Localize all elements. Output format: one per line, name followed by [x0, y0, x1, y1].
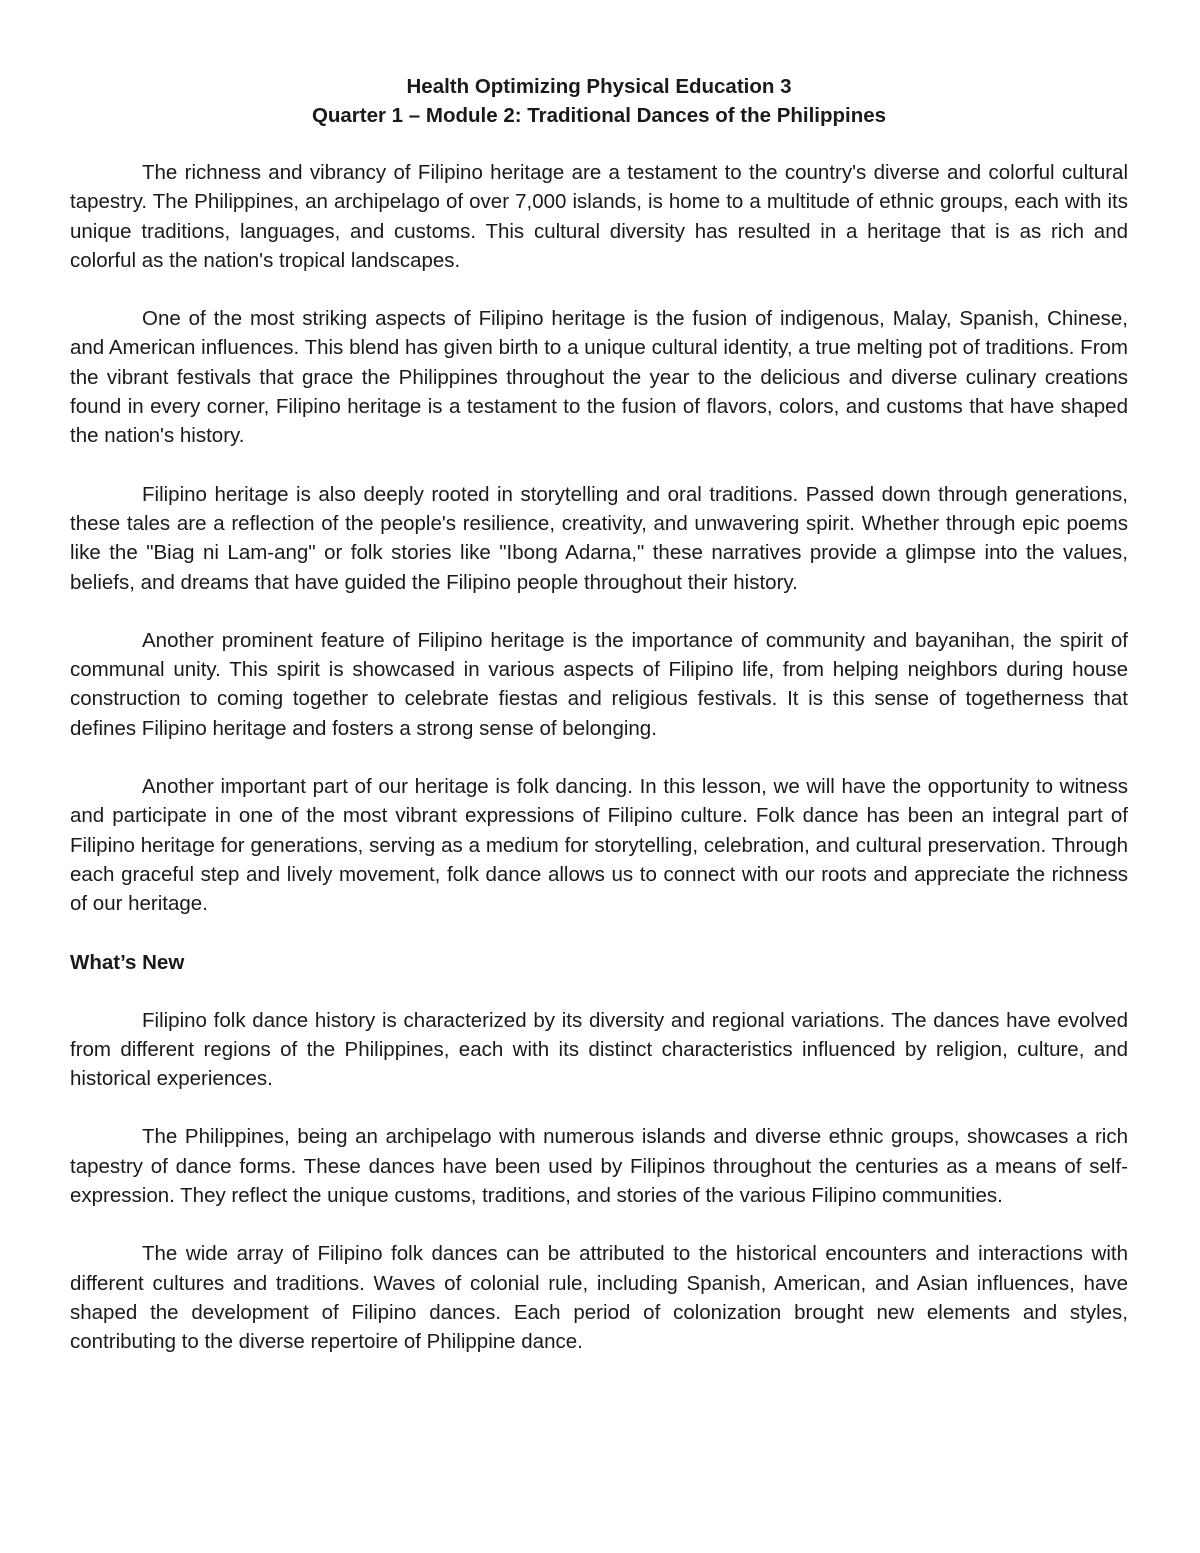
intro-paragraph: The richness and vibrancy of Filipino heritage are a testament to the country's diverse and colorful cultural tapestry. The Philippines, an archipelago of over 7,000 islands, is home to a multitude of ethnic groups, each with its unique traditions, languages, and customs. This cultural diversity has resulted in a heritage that is as rich and colorful as the nation's tropical landscapes.	[70, 161, 1128, 272]
intro-paragraph: One of the most striking aspects of Filipino heritage is the fusion of indigenous, Malay, Spanish, Chinese, and American influences. This blend has given birth to a unique cultural identity, a true melting pot of traditions. From the vibrant festivals that grace the Philippines throughout the year to the delicious and diverse culinary creations found in every corner, Filipino heritage is a testament to the fusion of flavors, colors, and customs that have shaped the nation's history.	[70, 307, 1128, 448]
intro-paragraph: Another prominent feature of Filipino heritage is the importance of community and bayanihan, the spirit of communal unity. This spirit is showcased in various aspects of Filipino life, from helping neighbors during house construction to coming together to celebrate fiestas and religious festivals. It is this sense of togetherness that defines Filipino heritage and fosters a strong sense of belonging.	[70, 628, 1128, 740]
document-title: Health Optimizing Physical Education 3	[406, 75, 792, 98]
intro-paragraph: Another important part of our heritage is folk dancing. In this lesson, we will have the opportunity to witness and participate in one of the most vibrant expressions of Filipino culture. Folk dance has been an integral part of Filipino heritage for generations, serving as a medium for storytelling, celebration, and cultural preservation. Through each graceful step and lively movement, folk dance allows us to connect with our roots and appreciate the richness of our heritage.	[70, 775, 1128, 916]
whats-new-heading: What’s New	[70, 950, 185, 974]
title-block	[70, 72, 1128, 130]
intro-paragraph: Filipino heritage is also deeply rooted in storytelling and oral traditions. Passed down through generations, these tales are a reflection of the people's resilience, creativity, and unwavering spirit. Whether through epic poems like the "Biag ni Lam-ang" or folk stories like "Ibong Adarna," these narratives provide a glimpse into the values, beliefs, and dreams that have guided the Filipino people throughout their history.	[70, 482, 1128, 594]
whats-new-paragraph: The wide array of Filipino folk dances can be attributed to the historical encounters and interactions with different cultures and traditions. Waves of colonial rule, including Spanish, American, and Asian influences, have shaped the development of Filipino dances. Each period of colonization brought new elements and styles, contributing to the diverse repertoire of Philippine dance.	[70, 1242, 1128, 1354]
module-title: Quarter 1 – Module 2: Traditional Dances of the Philippines	[311, 104, 887, 127]
document-page	[70, 72, 1128, 1386]
whats-new-paragraph: Filipino folk dance history is characterized by its diversity and regional variations. The dances have evolved from different regions of the Philippines, each with its distinct characteristics influenced by religion, culture, and historical experiences.	[70, 1008, 1128, 1091]
whats-new-paragraph: The Philippines, being an archipelago with numerous islands and diverse ethnic groups, showcases a rich tapestry of dance forms. These dances have been used by Filipinos throughout the centuries as a means of self-expression. They reflect the unique customs, traditions, and stories of the various Filipino communities.	[70, 1125, 1128, 1208]
